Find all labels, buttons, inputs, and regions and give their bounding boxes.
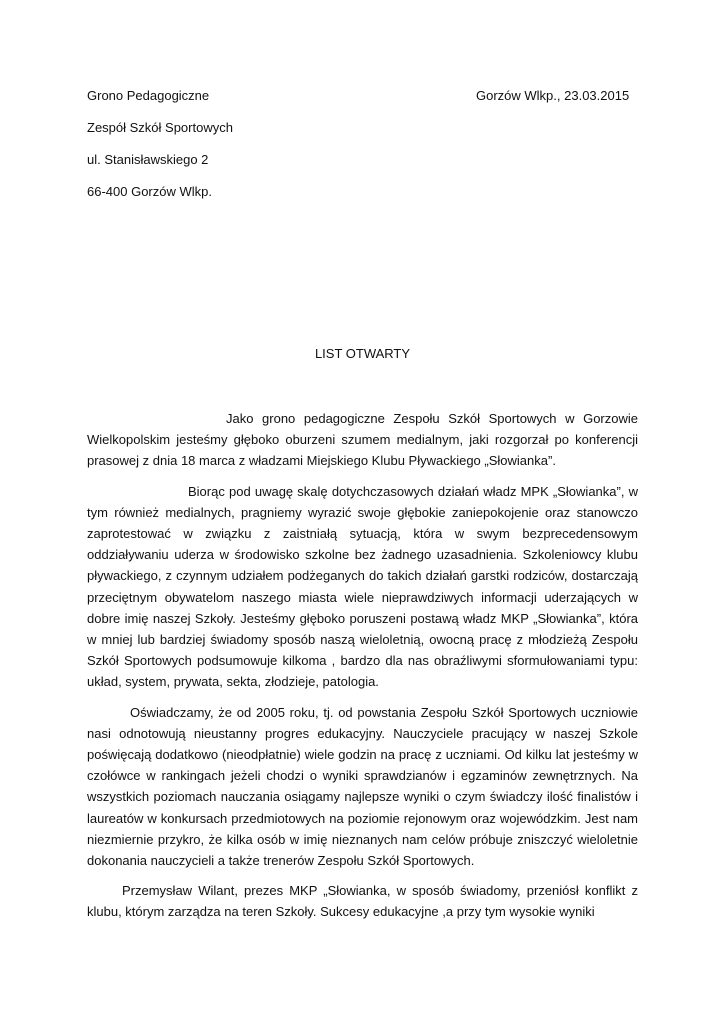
sender-street: ul. Stanisławskiego 2	[87, 152, 209, 167]
letter-body	[87, 408, 638, 932]
place-and-date: Gorzów Wlkp., 23.03.2015	[476, 88, 630, 103]
sender-city: 66-400 Gorzów Wlkp.	[87, 184, 212, 199]
paragraph-intro: Jako grono pedagogiczne Zespołu Szkół Sportowych w Gorzowie Wielkopolskim jesteśmy głęboko oburzeni szumem medialnym, jaki rozgorzał po konferencji prasowej z dnia 18 marca z władzami Miejskiego Klubu Pływackiego „Słowianka”.	[87, 411, 638, 469]
sender-school: Zespół Szkół Sportowych	[87, 120, 233, 135]
paragraph-president: Przemysław Wilant, prezes MKP „Słowianka, w sposób świadomy, przeniósł konflikt z klubu, którym zarządza na teren Szkoły. Sukcesy edukacyjne ,a przy tym wysokie wyniki	[87, 883, 638, 920]
sender-name: Grono Pedagogiczne	[87, 88, 210, 103]
paragraph-statement: Oświadczamy, że od 2005 roku, tj. od powstania Zespołu Szkół Sportowych uczniowie nasi odnotowują nieustanny progres edukacyjny. Nauczyciele pracujący w naszej Szkole poświęcają dodatkowo (nieodpłatnie) wiele godzin na pracę z uczniami. Od kilku lat jesteśmy w czołówce w rankingach jeżeli chodzi o wyniki sprawdzianów i egzaminów zewnętrznych. Na wszystkich poziomach nauczania osiągamy najlepsze wyniki o czym świadczy ilość finalistów i laureatów w konkursach przedmiotowych na poziomie rejonowym oraz wojewódzkim. Jest nam niezmiernie przykro, że kilka osób w imię nieznanych nam celów próbuje zniszczyć wieloletnie dokonania nauczycieli a także trenerów Zespołu Szkół Sportowych.	[87, 704, 638, 869]
sender-address-block	[87, 86, 233, 214]
paragraph-protest: Biorąc pod uwagę skalę dotychczasowych działań władz MPK „Słowianka”, w tym również medialnych, pragniemy wyrazić swoje głębokie zaniepokojenie oraz stanowczo zaprotestować w związku z zaistniałą sytuacją, która w swym bezprecedensowym oddziaływaniu uderza w środowisko szkolne bez żadnego uzasadnienia. Szkoleniowcy klubu pływackiego, z czynnym udziałem podżeganych do takich działań garstki rodziców, dostarczają przeciętnym obywatelom naszego miasta wiele nieprawdziwych informacji uderzających w dobre imię naszej Szkoły. Jesteśmy głęboko poruszeni postawą władz MKP „Słowianka”, która w mniej lub bardziej świadomy sposób naszą wieloletnią, owocną pracę z młodzieżą Zespołu Szkół Sportowych podsumowuje kilkoma , bardzo dla nas obraźliwymi sformułowaniami typu: układ, system, prywata, sekta, złodzieje, patologia.	[87, 483, 638, 690]
letter-title: LIST OTWARTY	[314, 346, 411, 361]
